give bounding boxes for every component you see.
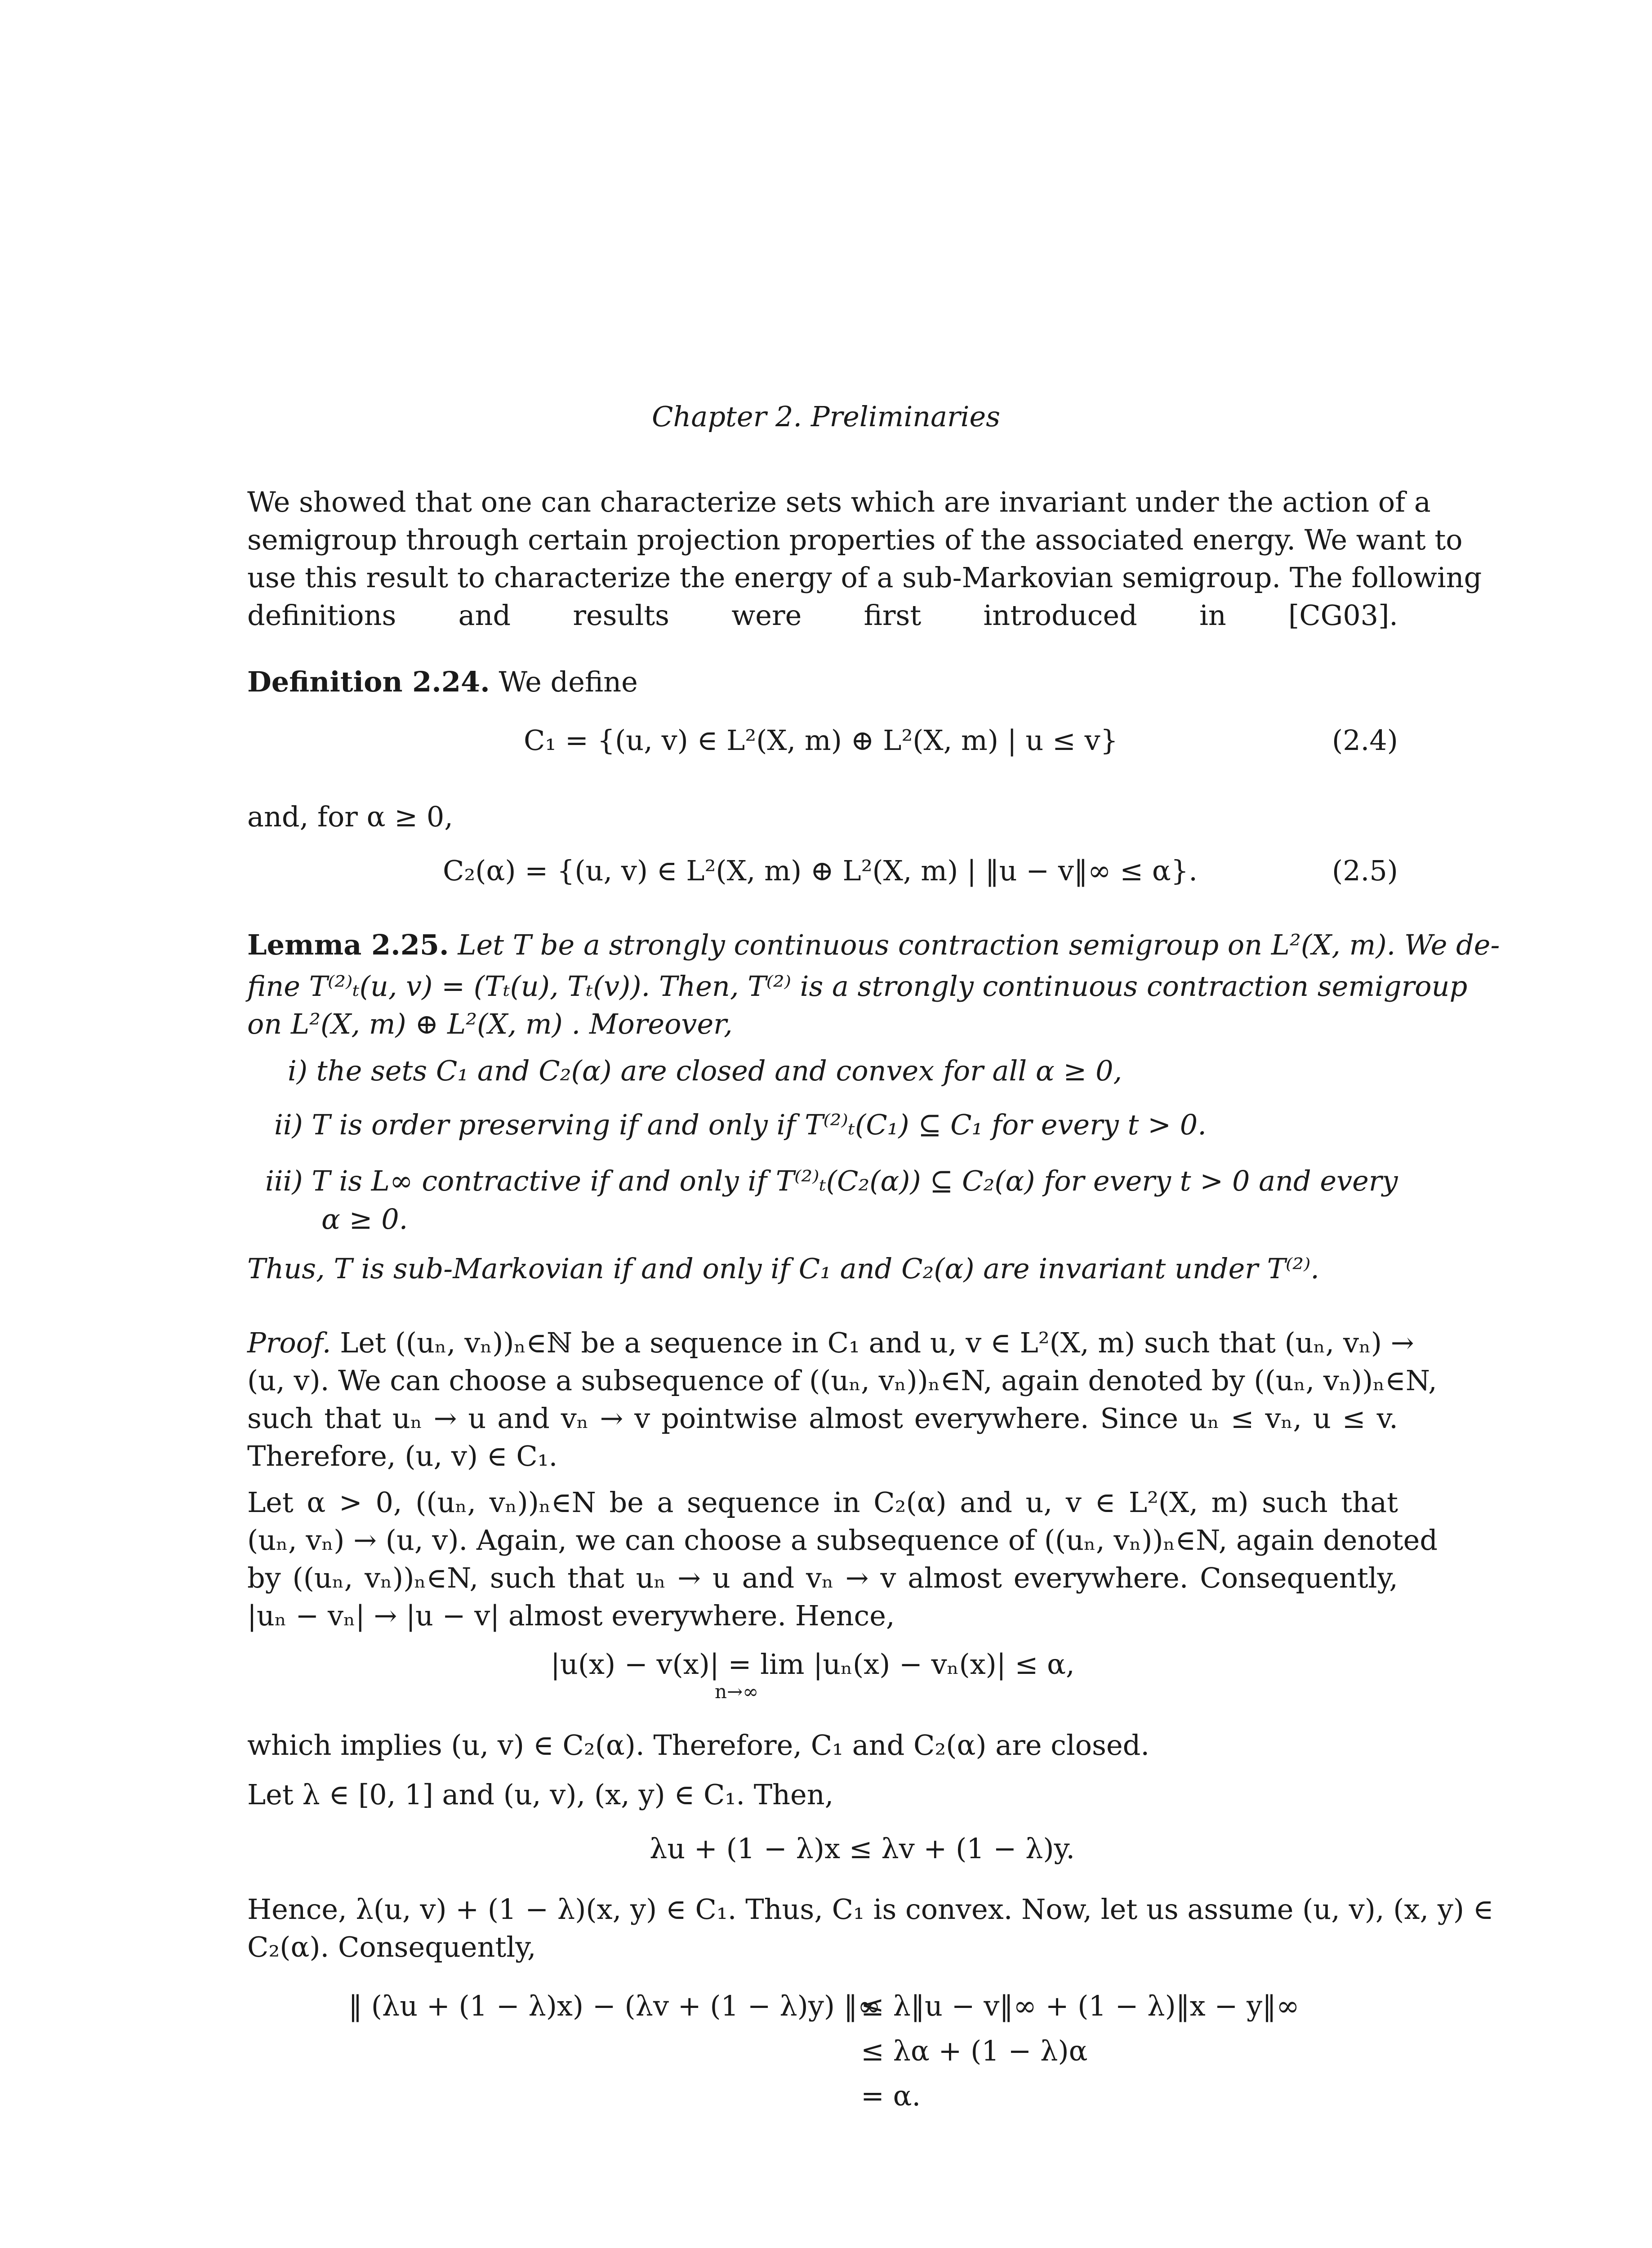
proof-paragraph-1: [247, 1324, 1437, 1475]
text-line: semigroup through certain projection properties of the associated energy. We want to: [247, 523, 1463, 556]
text-line: Hence, λ(u, v) + (1 − λ)(x, y) ∈ C₁. Thus, C₁ is convex. Now, let us assume (u, v), (x, y) ∈: [247, 1893, 1494, 1926]
definition-text: We define: [499, 665, 638, 698]
proof-label: Proof.: [247, 1326, 331, 1359]
text-line: definitions and results were first introduced in [CG03].: [247, 599, 1398, 632]
lemma-item-ii: ii) T is order preserving if and only if T⁽²⁾ₜ(C₁) ⊆ C₁ for every t > 0.: [274, 1108, 1207, 1141]
proof-paragraph-5: [247, 1891, 1494, 1966]
lemma-text: Let T be a strongly continuous contraction semigroup on L²(X, m). We de-: [458, 928, 1500, 961]
text-line: Therefore, (u, v) ∈ C₁.: [247, 1440, 558, 1472]
text-line: such that uₙ → u and vₙ → v pointwise almost everywhere. Since uₙ ≤ vₙ, u ≤ v.: [247, 1402, 1398, 1435]
proof-paragraph-3: which implies (u, v) ∈ C₂(α). Therefore, C₁ and C₂(α) are closed.: [247, 1729, 1150, 1762]
running-header: Chapter 2. Preliminaries: [651, 400, 1001, 433]
text-line: [247, 926, 1500, 964]
definition-label: Definition 2.24.: [247, 665, 490, 698]
text-line: We showed that one can characterize sets which are invariant under the action of a: [247, 486, 1431, 518]
lemma-item-iii: iii) T is L∞ contractive if and only if T⁽²⁾ₜ(C₂(α)) ⊆ C₂(α) for every t > 0 and every: [265, 1164, 1398, 1197]
limit-subscript: n→∞: [715, 1681, 759, 1703]
text-line: (uₙ, vₙ) → (u, v). Again, we can choose a subsequence of ((uₙ, vₙ))ₙ∈N, again denoted: [247, 1524, 1438, 1557]
equation-convex: λu + (1 − λ)x ≤ λv + (1 − λ)y.: [650, 1832, 1075, 1865]
lemma-label: Lemma 2.25.: [247, 928, 449, 961]
text-line: |uₙ − vₙ| → |u − v| almost everywhere. Hence,: [247, 1599, 895, 1632]
definition-heading: [247, 663, 1398, 701]
text-line: use this result to characterize the energy of a sub-Markovian semigroup. The following: [247, 561, 1482, 594]
equation-2-5: C₂(α) = {(u, v) ∈ L²(X, m) ⊕ L²(X, m) | ‖u − v‖∞ ≤ α}.: [443, 854, 1198, 887]
equation-limit: |u(x) − v(x)| = lim |uₙ(x) − vₙ(x)| ≤ α,: [551, 1648, 1075, 1681]
proof-paragraph-2: [247, 1484, 1438, 1635]
equation-norm-line-1: ≤ λ‖u − v‖∞ + (1 − λ)‖x − y‖∞: [861, 1989, 1300, 2022]
intro-paragraph: [247, 483, 1482, 634]
text-line: by ((uₙ, vₙ))ₙ∈N, such that uₙ → u and vₙ → v almost everywhere. Consequently,: [247, 1561, 1398, 1594]
equation-norm-lhs: ‖ (λu + (1 − λ)x) − (λv + (1 − λ)y) ‖∞: [348, 1989, 881, 2022]
definition-between-text: and, for α ≥ 0,: [247, 800, 454, 833]
equation-norm-line-3: = α.: [861, 2079, 921, 2112]
text-line: (u, v). We can choose a subsequence of ((uₙ, vₙ))ₙ∈N, again denoted by ((uₙ, vₙ))ₙ∈N,: [247, 1364, 1437, 1397]
equation-norm-line-2: ≤ λα + (1 − λ)α: [861, 2034, 1088, 2067]
text-line: Let α > 0, ((uₙ, vₙ))ₙ∈N be a sequence in C₂(α) and u, v ∈ L²(X, m) such that: [247, 1486, 1398, 1519]
equation-number: (2.4): [1332, 724, 1398, 757]
lemma-item-i: i) the sets C₁ and C₂(α) are closed and convex for all α ≥ 0,: [288, 1054, 1122, 1087]
equation-number: (2.5): [1332, 854, 1398, 887]
proof-text: Let ((uₙ, vₙ))ₙ∈ℕ be a sequence in C₁ and u, v ∈ L²(X, m) such that (uₙ, vₙ) →: [340, 1326, 1414, 1359]
lemma-conclusion: Thus, T is sub-Markovian if and only if C₁ and C₂(α) are invariant under T⁽²⁾.: [247, 1252, 1320, 1285]
lemma-item-iii-cont: α ≥ 0.: [321, 1203, 408, 1236]
text-line: [247, 1324, 1414, 1362]
text-line: fine T⁽²⁾ₜ(u, v) = (Tₜ(u), Tₜ(v)). Then, T⁽²⁾ is a strongly continuous contraction semigroup: [247, 970, 1468, 1003]
text-line: C₂(α). Consequently,: [247, 1931, 536, 1963]
text-line: on L²(X, m) ⊕ L²(X, m) . Moreover,: [247, 1008, 733, 1040]
lemma-block: [247, 926, 1500, 1043]
proof-paragraph-4: Let λ ∈ [0, 1] and (u, v), (x, y) ∈ C₁. Then,: [247, 1778, 834, 1811]
equation-2-4: C₁ = {(u, v) ∈ L²(X, m) ⊕ L²(X, m) | u ≤ v}: [524, 724, 1118, 757]
